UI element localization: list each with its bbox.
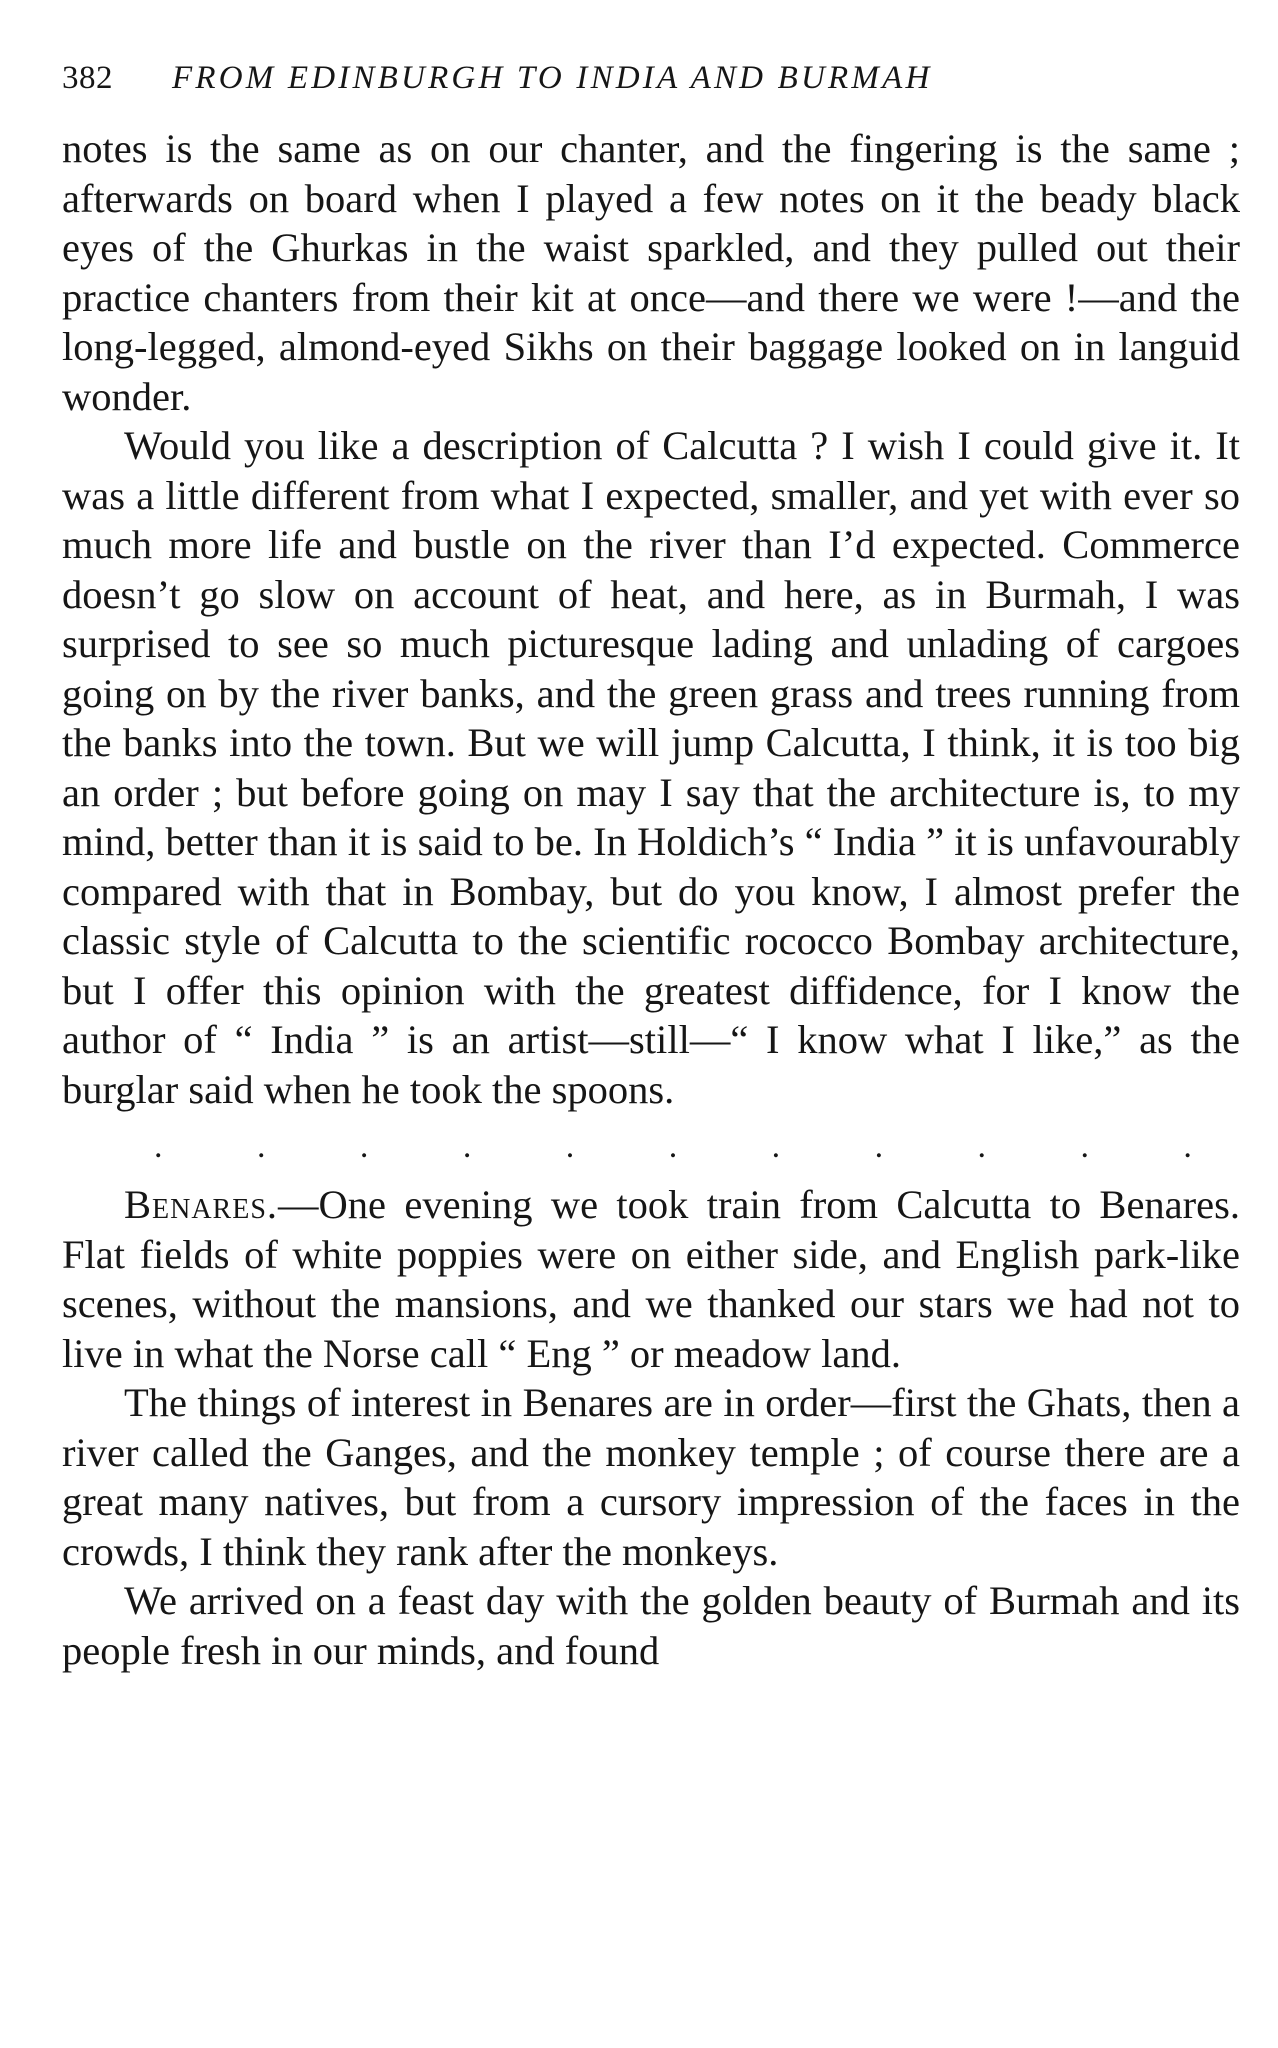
running-title: FROM EDINBURGH TO INDIA AND BURMAH xyxy=(172,60,933,96)
separator-dot: . xyxy=(668,1128,678,1165)
separator-dot: . xyxy=(874,1128,884,1165)
section-separator xyxy=(62,1114,1240,1180)
book-page xyxy=(62,60,1240,1675)
separator-dot: . xyxy=(462,1128,472,1165)
page-number: 382 xyxy=(62,60,113,96)
paragraph-4: The things of interest in Benares are in order—first the Ghats, then a river called the Ganges, and the monkey temple ; of course there are a great many natives, but from a cursory impression of the faces in the crowds, I think they rank after the monkeys. xyxy=(62,1380,1240,1574)
paragraph-5: We arrived on a feast day with the golden beauty of Burmah and its people fresh in our minds, and found xyxy=(62,1578,1240,1673)
paragraph-1: notes is the same as on our chanter, and the fingering is the same ; afterwards on board when I played a few notes on it the beady black eyes of the Ghurkas in the waist sparkled, and they pulled out their practice chanters from their kit at once—and there we were !—and the long-legged, almond-eyed Sikhs on their baggage looked on in languid wonder. xyxy=(62,126,1240,419)
separator-dot: . xyxy=(359,1128,369,1165)
separator-dot: . xyxy=(565,1128,575,1165)
page-header xyxy=(62,60,1240,124)
separator-dot: . xyxy=(154,1128,163,1165)
separator-dot: . xyxy=(771,1128,781,1165)
section-heading-benares: Benares. xyxy=(124,1182,279,1227)
separator-dot: . xyxy=(977,1128,986,1165)
paragraph-3 xyxy=(62,1180,1240,1378)
paragraph-2: Would you like a description of Calcutta ? I wish I could give it. It was a little different from what I expected, smaller, and yet with ever so much more life and bustle on the river than I’d expected. Commerce doesn’t go slow on account of heat, and here, as in Burmah, I was surprised to see so much picturesque lading and unlading of cargoes going on by the river banks, and the green grass and trees running from the banks into the town. But we will jump Calcutta, I think, it is too big an order ; but before going on may I say that the architecture is, to my mind, better than it is said to be. In Holdich’s “ India ” it is unfavourably compared with that in Bombay, but do you know, I almost prefer the classic style of Calcutta to the scientific rococco Bombay architecture, but I offer this opinion with the greatest diffidence, for I know the author of “ India ” is an artist—still—“ I know what I like,” as the burglar said when he took the spoons. xyxy=(62,423,1240,1112)
separator-dot: . xyxy=(1183,1128,1192,1165)
separator-dot: . xyxy=(256,1128,266,1165)
separator-dot: . xyxy=(1080,1128,1089,1165)
paragraph-3-text: —One evening we took train from Calcutta to Benares. Flat fields of white poppies were on either side, and English park-like scenes, without the mansions, and we thanked our stars we had not to live in what the Norse call “ Eng ” or meadow land. xyxy=(62,1182,1240,1376)
